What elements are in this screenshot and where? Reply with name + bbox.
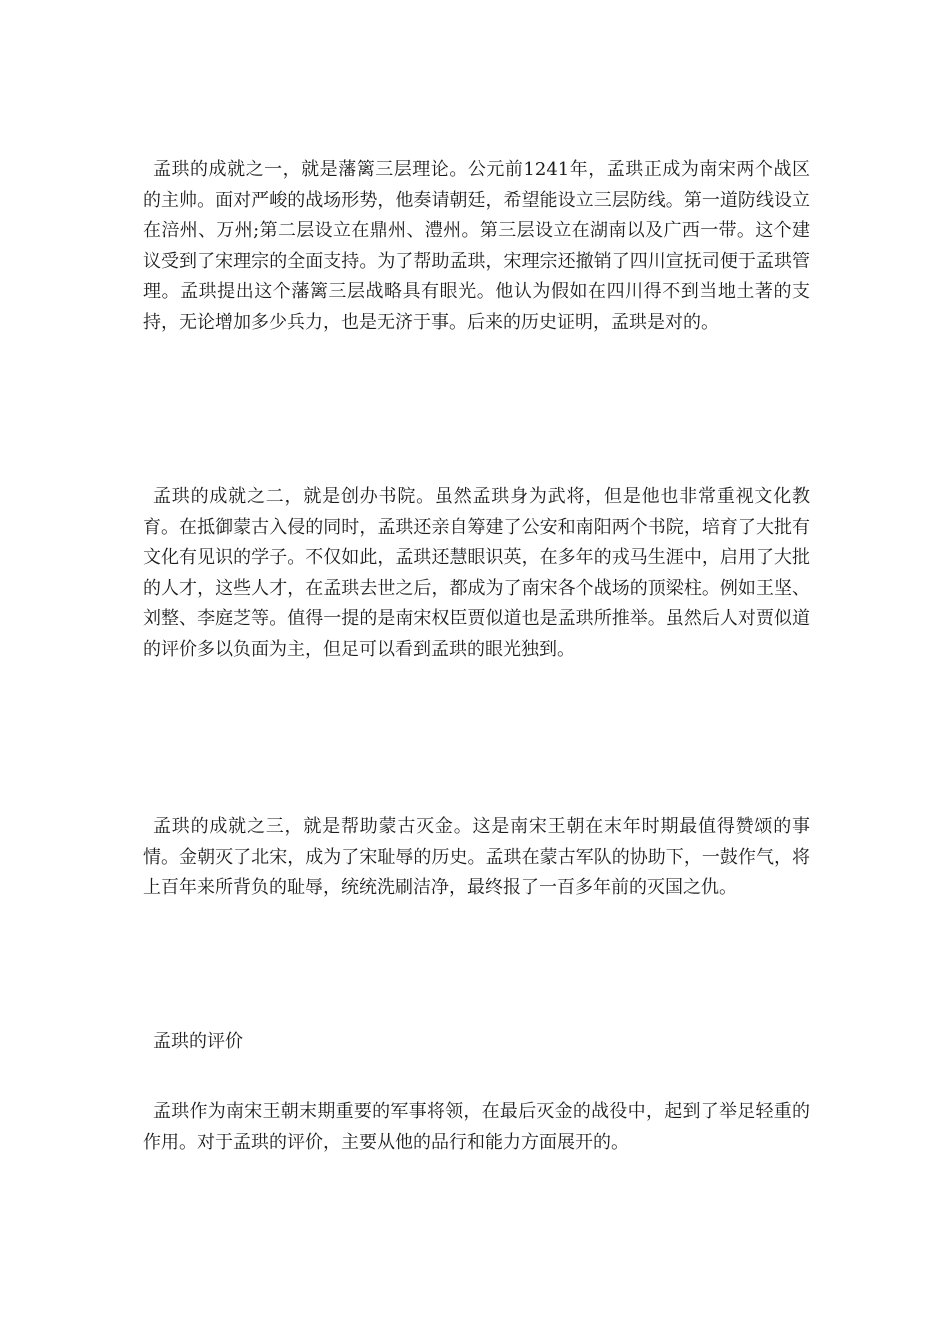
paragraph-evaluation: 孟珙作为南宋王朝末期重要的军事将领，在最后灭金的战役中，起到了举足轻重的作用。对于孟珙的评价，主要从他的品行和能力方面展开的。 [143,1101,810,1153]
paragraph-achievement-three: 孟珙的成就之三，就是帮助蒙古灭金。这是南宋王朝在末年时期最值得赞颂的事情。金朝灭了北宋，成为了宋耻辱的历史。孟珙在蒙古军队的协助下，一鼓作气，将上百年来所背负的耻辱，统统洗刷洁净，最终报了一百多年前的灭国之仇。 [143,816,810,898]
paragraph-achievement-two: 孟珙的成就之二，就是创办书院。虽然孟珙身为武将，但是他也非常重视文化教育。在抵御蒙古入侵的同时，孟珙还亲自筹建了公安和南阳两个书院，培育了大批有文化有见识的学子。不仅如此，孟珙还慧眼识英，在多年的戎马生涯中，启用了大批的人才，这些人才，在孟珙去世之后，都成为了南宋各个战场的顶梁柱。例如王坚、刘整、李庭芝等。值得一提的是南宋权臣贾似道也是孟珙所推举。虽然后人对贾似道的评价多以负面为主，但足可以看到孟珙的眼光独到。 [143,486,810,660]
paragraph-achievement-one: 孟珙的成就之一，就是藩篱三层理论。公元前1241年，孟珙正成为南宋两个战区的主帅。面对严峻的战场形势，他奏请朝廷，希望能设立三层防线。第一道防线设立在涪州、万州;第二层设立在鼎州、澧州。第三层设立在湖南以及广西一带。这个建议受到了宋理宗的全面支持。为了帮助孟珙，宋理宗还撤销了四川宣抚司便于孟珙管理。孟珙提出这个藩篱三层战略具有眼光。他认为假如在四川得不到当地土著的支持，无论增加多少兵力，也是无济于事。后来的历史证明，孟珙是对的。 [143,159,810,333]
section-heading-evaluation: 孟珙的评价 [153,1031,243,1052]
